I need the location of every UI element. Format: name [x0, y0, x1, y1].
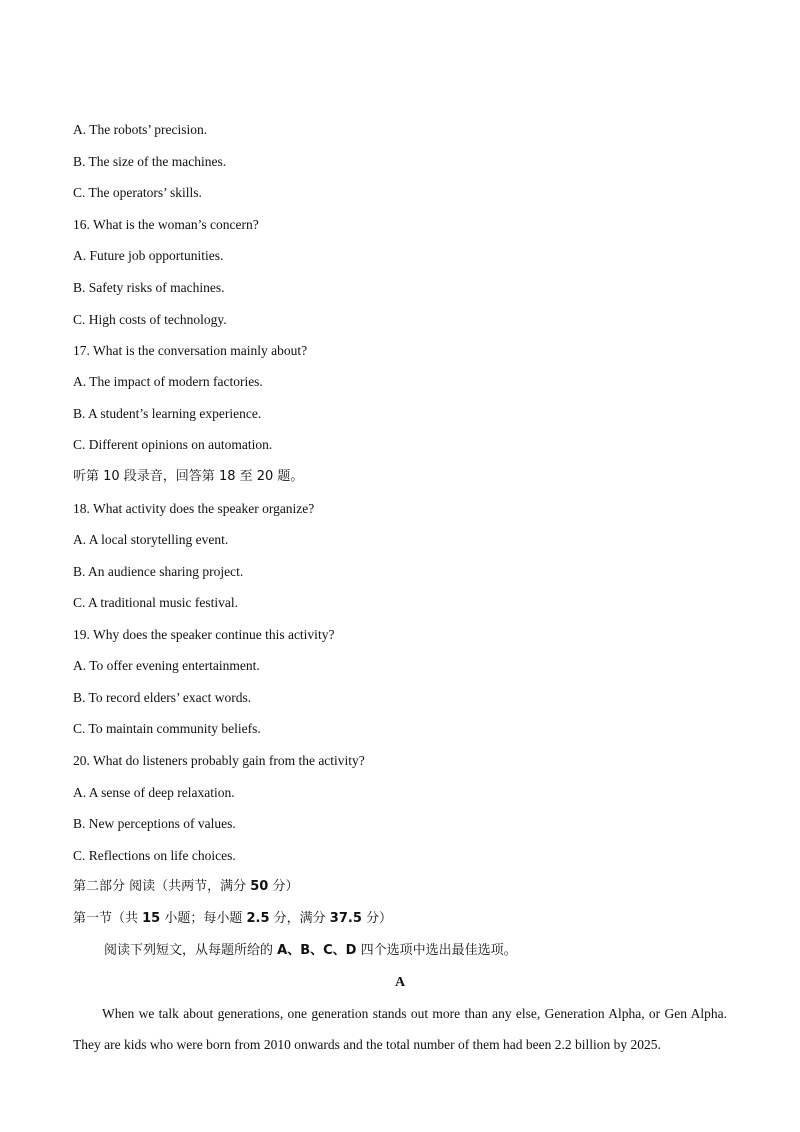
option-line: C. The operators’ skills. [73, 185, 202, 200]
option-line: C. Different opinions on automation. [73, 437, 273, 452]
option-line: B. A student’s learning experience. [73, 406, 262, 421]
option-line: A. Future job opportunities. [73, 248, 224, 263]
option-line: B. Safety risks of machines. [73, 280, 225, 295]
option-line: C. High costs of technology. [73, 312, 227, 327]
option-line: C. Reflections on life choices. [73, 848, 236, 863]
option-line: B. To record elders’ exact words. [73, 690, 252, 705]
question-16: 16. What is the woman’s concern? [73, 217, 259, 232]
section-one-heading: 第一节（共 15 小题；每小题 2.5 分，满分 37.5 分） [73, 911, 393, 926]
part-two-heading: 第二部分 阅读（共两节，满分 50 分） [73, 879, 299, 894]
question-17: 17. What is the conversation mainly about? [73, 343, 308, 358]
option-line: A. A local storytelling event. [73, 532, 229, 547]
question-19: 19. Why does the speaker continue this activity? [73, 627, 335, 642]
option-line: B. The size of the machines. [73, 154, 227, 169]
passage-label: A [394, 975, 406, 990]
option-line: A. A sense of deep relaxation. [73, 785, 235, 800]
section-10-instruction: 听第 10 段录音，回答第 18 至 20 题。 [73, 469, 304, 484]
option-line: A. The impact of modern factories. [73, 374, 263, 389]
option-line: B. New perceptions of values. [73, 816, 236, 831]
option-line: C. A traditional music festival. [73, 595, 238, 610]
option-line: B. An audience sharing project. [73, 564, 244, 579]
option-line: A. The robots’ precision. [73, 122, 208, 137]
option-line: A. To offer evening entertainment. [73, 658, 260, 673]
passage-text: When we talk about generations, one generation stands out more than any else, Generation Alpha, or Gen Alpha. They are kids who were born from 2010 onwards and the total number of them had been 2.2 billion by 2025. [73, 1006, 727, 1052]
question-20: 20. What do listeners probably gain from the activity? [73, 753, 365, 768]
question-18: 18. What activity does the speaker organize? [73, 501, 315, 516]
reading-instruction: 阅读下列短文，从每题所给的 A、B、C、D 四个选项中选出最佳选项。 [104, 943, 517, 958]
option-line: C. To maintain community beliefs. [73, 721, 261, 736]
